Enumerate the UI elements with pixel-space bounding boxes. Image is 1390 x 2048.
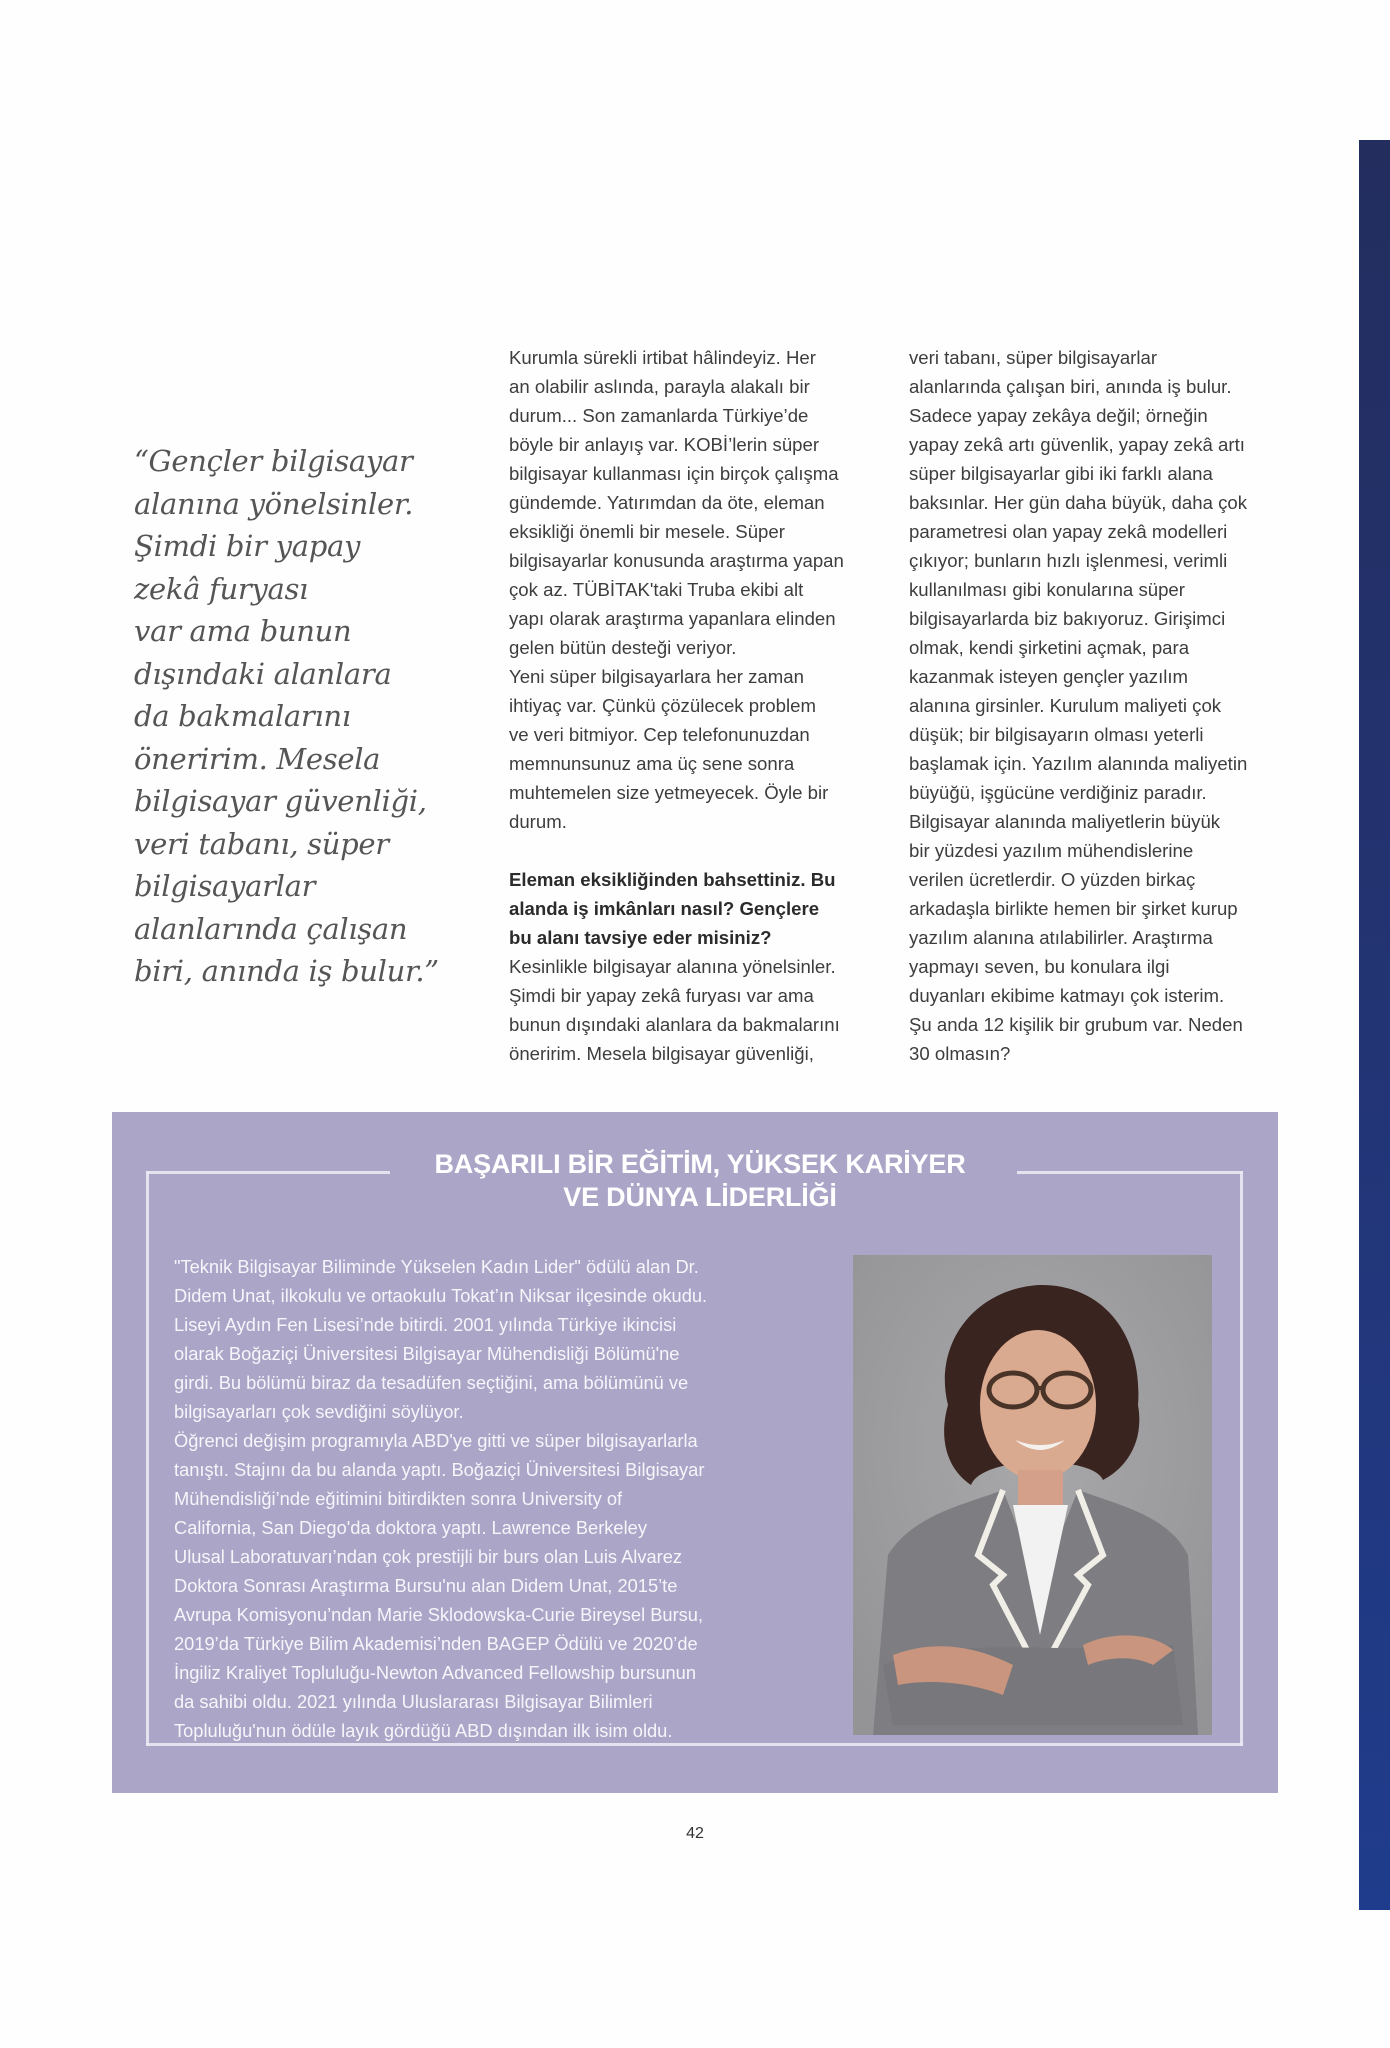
interview-answer xyxy=(509,952,889,1068)
bio-line: Ulusal Laboratuvarı’ndan çok prestijli bir burs olan Luis Alvarez xyxy=(174,1546,683,1567)
bio-line: "Teknik Bilgisayar Biliminde Yükselen Kadın Lider" ödülü alan Dr. xyxy=(174,1256,699,1277)
text-line: bilgisayarlar konusunda araştırma yapan xyxy=(509,550,844,571)
bio-line: da sahibi oldu. 2021 yılında Uluslararası Bilgisayar Bilimleri xyxy=(174,1691,653,1712)
bio-title-line: VE DÜNYA LİDERLİĞİ xyxy=(563,1182,837,1212)
pull-quote-line: da bakmalarını xyxy=(134,699,351,733)
pull-quote-line: alanlarında çalışan xyxy=(134,911,408,946)
text-line: durum. xyxy=(509,811,567,832)
text-line: başlamak için. Yazılım alanında maliyetin xyxy=(909,753,1248,774)
text-line: büyüğü, işgücüne verdiğiniz paradır. xyxy=(909,782,1207,803)
text-line: yapmayı seven, bu konulara ilgi xyxy=(909,956,1170,977)
paragraph-1 xyxy=(509,343,889,662)
text-line: çok az. TÜBİTAK'taki Truba ekibi alt xyxy=(509,579,804,600)
text-line: Sadece yapay zekâya değil; örneğin xyxy=(909,405,1208,426)
text-line: eksikliği önemli bir mesele. Süper xyxy=(509,521,785,542)
text-line: bunun dışındaki alanlara da bakmalarını xyxy=(509,1014,840,1035)
bio-line: Mühendisliği’nde eğitimini bitirdikten sonra University of xyxy=(174,1488,623,1509)
side-accent-bar xyxy=(1359,140,1390,1910)
bio-line: Topluluğu'nun ödüle layık gördüğü ABD dışından ilk isim oldu. xyxy=(174,1720,673,1741)
frame-line xyxy=(146,1171,390,1174)
text-line: gündemde. Yatırımdan da öte, eleman xyxy=(509,492,825,513)
bio-line: Didem Unat, ilkokulu ve ortaokulu Tokat’ın Niksar ilçesinde okudu. xyxy=(174,1285,708,1306)
pull-quote xyxy=(134,440,444,993)
text-line: ve veri bitmiyor. Cep telefonunuzdan xyxy=(509,724,810,745)
text-line: kullanılması gibi konularına süper xyxy=(909,579,1185,600)
paragraph-gap xyxy=(509,836,889,865)
text-line: yazılım alanına atılabilirler. Araştırma xyxy=(909,927,1213,948)
bio-text xyxy=(174,1252,814,1745)
bio-line: tanıştı. Stajını da bu alanda yaptı. Boğaziçi Üniversitesi Bilgisayar xyxy=(174,1459,705,1480)
text-line: verilen ücretlerdir. O yüzden birkaç xyxy=(909,869,1196,890)
bio-line: bilgisayarları çok sevdiğini söylüyor. xyxy=(174,1401,464,1422)
question-line: bu alanı tavsiye eder misiniz? xyxy=(509,927,772,948)
article-column-right xyxy=(909,343,1289,1068)
text-line: Yeni süper bilgisayarlara her zaman xyxy=(509,666,804,687)
paragraph-2 xyxy=(509,662,889,836)
text-line: muhtemelen size yetmeyecek. Öyle bir xyxy=(509,782,829,803)
portrait-photo xyxy=(853,1255,1212,1735)
frame-line xyxy=(146,1171,149,1746)
pull-quote-line: bilgisayar güvenliği, xyxy=(134,784,427,818)
text-line: çıkıyor; bunların hızlı işlenmesi, verimli xyxy=(909,550,1228,571)
text-line: böyle bir anlayış var. KOBİ’lerin süper xyxy=(509,434,820,455)
portrait-illustration xyxy=(853,1255,1212,1735)
text-line: ihtiyaç var. Çünkü çözülecek problem xyxy=(509,695,816,716)
text-line: arkadaşla birlikte hemen bir şirket kurup xyxy=(909,898,1238,919)
text-line: yapı olarak araştırma yapanlara elinden xyxy=(509,608,836,629)
bio-line: Öğrenci değişim programıyla ABD'ye gitti ve süper bilgisayarlarla xyxy=(174,1430,698,1451)
pull-quote-line: öneririm. Mesela xyxy=(134,741,381,776)
bio-line: olarak Boğaziçi Üniversitesi Bilgisayar Mühendisliği Bölümü'ne xyxy=(174,1343,680,1364)
pull-quote-line: alanına yönelsinler. xyxy=(134,486,414,521)
pull-quote-line: var ama bunun xyxy=(134,614,352,648)
bio-title xyxy=(380,1148,1020,1214)
pull-quote-line: bilgisayarlar xyxy=(134,869,316,903)
text-line: Şimdi bir yapay zekâ furyası var ama xyxy=(509,985,814,1006)
text-line: Kurumla sürekli irtibat hâlindeyiz. Her xyxy=(509,347,816,368)
text-line: memnunsunuz ama üç sene sonra xyxy=(509,753,795,774)
text-line: yapay zekâ artı güvenlik, yapay zekâ artı xyxy=(909,434,1245,455)
question-line: alanda iş imkânları nasıl? Gençlere xyxy=(509,898,820,919)
frame-line xyxy=(1240,1171,1243,1746)
page-number: 42 xyxy=(686,1825,704,1842)
text-line: 30 olmasın? xyxy=(909,1043,1011,1064)
bio-line: girdi. Bu bölümü biraz da tesadüfen seçtiğini, ama bölümünü ve xyxy=(174,1372,689,1393)
text-line: Bilgisayar alanında maliyetlerin büyük xyxy=(909,811,1221,832)
question-line: Eleman eksikliğinden bahsettiniz. Bu xyxy=(509,869,836,890)
bio-line: İngiliz Kraliyet Topluluğu-Newton Advanced Fellowship bursunun xyxy=(174,1662,696,1683)
interview-question xyxy=(509,865,889,952)
text-line: bilgisayar kullanması için birçok çalışma xyxy=(509,463,839,484)
text-line: öneririm. Mesela bilgisayar güvenliği, xyxy=(509,1043,814,1064)
text-line: gelen bütün desteği veriyor. xyxy=(509,637,737,658)
pull-quote-line: “Gençler bilgisayar xyxy=(134,444,413,478)
text-line: Şu anda 12 kişilik bir grubum var. Neden xyxy=(909,1014,1243,1035)
text-line: düşük; bir bilgisayarın olması yeterli xyxy=(909,724,1204,745)
text-line: bilgisayarlarda biz bakıyoruz. Girişimci xyxy=(909,608,1226,629)
pull-quote-line: veri tabanı, süper xyxy=(134,826,389,861)
text-line: parametresi olan yapay zekâ modelleri xyxy=(909,521,1228,542)
text-line: alanına girsinler. Kurulum maliyeti çok xyxy=(909,695,1222,716)
text-line: alanlarında çalışan biri, anında iş bulur. xyxy=(909,376,1232,397)
text-line: an olabilir aslında, parayla alakalı bir xyxy=(509,376,810,397)
text-line: duyanları ekibime katmayı çok isterim. xyxy=(909,985,1225,1006)
text-line: kazanmak isteyen gençler yazılım xyxy=(909,666,1189,687)
article-column-middle xyxy=(509,343,889,1068)
text-line: veri tabanı, süper bilgisayarlar xyxy=(909,347,1158,368)
text-line: durum... Son zamanlarda Türkiye’de xyxy=(509,405,809,426)
bio-line: Avrupa Komisyonu’ndan Marie Sklodowska-Curie Bireysel Bursu, xyxy=(174,1604,704,1625)
frame-line xyxy=(1017,1171,1243,1174)
text-line: bir yüzdesi yazılım mühendislerine xyxy=(909,840,1194,861)
bio-line: Liseyi Aydın Fen Lisesi’nde bitirdi. 2001 yılında Türkiye ikincisi xyxy=(174,1314,677,1335)
text-line: baksınlar. Her gün daha büyük, daha çok xyxy=(909,492,1248,513)
pull-quote-line: zekâ furyası xyxy=(134,571,309,606)
pull-quote-line: biri, anında iş bulur.” xyxy=(134,954,439,988)
text-line: olmak, kendi şirketini açmak, para xyxy=(909,637,1190,658)
pull-quote-line: dışındaki alanlara xyxy=(134,656,392,691)
bio-line: 2019’da Türkiye Bilim Akademisi’nden BAGEP Ödülü ve 2020’de xyxy=(174,1633,698,1654)
pull-quote-line: Şimdi bir yapay xyxy=(134,529,361,563)
bio-title-line: BAŞARILI BİR EĞİTİM, YÜKSEK KARİYER xyxy=(434,1149,966,1179)
bio-line: California, San Diego'da doktora yaptı. Lawrence Berkeley xyxy=(174,1517,647,1538)
text-line: Kesinlikle bilgisayar alanına yönelsinler. xyxy=(509,956,836,977)
bio-line: Doktora Sonrası Araştırma Bursu'nu alan Didem Unat, 2015’te xyxy=(174,1575,678,1596)
text-line: süper bilgisayarlar gibi iki farklı alana xyxy=(909,463,1213,484)
